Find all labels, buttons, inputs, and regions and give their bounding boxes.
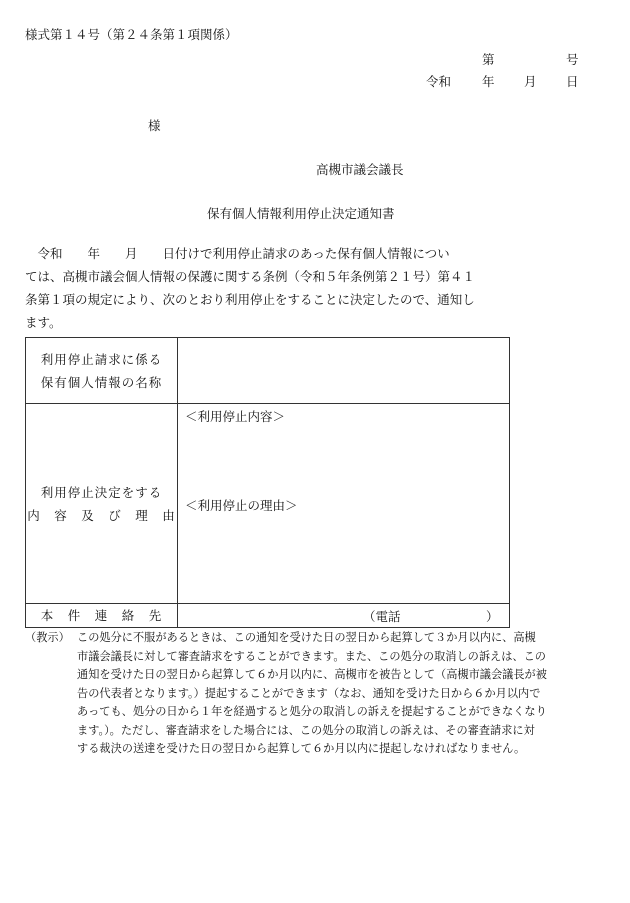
date-day: 日 (566, 74, 579, 89)
table-row (26, 338, 510, 404)
phone-close: ） (486, 609, 499, 624)
label-line: 内 容 及 び 理 由 (27, 507, 176, 523)
notice-text (77, 629, 597, 759)
label-line: 利用停止決定をする (40, 484, 163, 500)
addressee-honorific: 様 (148, 118, 161, 133)
decision-content-label (26, 404, 178, 604)
label-line: 保有個人情報の名称 (40, 374, 163, 390)
info-name-label (26, 338, 178, 404)
date-era: 令和 (426, 74, 452, 89)
notice-line: 通知を受けた日の翌日から起算して６か月以内に、高槻市を被告として（高槻市議会議長が被 (77, 668, 547, 681)
date-year: 年 (482, 74, 495, 89)
label-line: 利用停止請求に係る (40, 351, 163, 367)
table-row (26, 404, 510, 604)
decision-content-value[interactable] (178, 404, 510, 604)
body-line: ます。 (25, 315, 62, 330)
document-title: 保有個人情報利用停止決定通知書 (207, 206, 395, 221)
body-line: 令和 年 月 日付けで利用停止請求のあった保有個人情報につい (25, 246, 450, 261)
form-number: 様式第１４号（第２４条第１項関係） (25, 27, 238, 42)
doc-number-suffix: 号 (566, 52, 579, 67)
body-paragraph (25, 242, 515, 334)
date-month: 月 (524, 74, 537, 89)
decision-table (25, 337, 510, 628)
notice-line: この処分に不服があるときは、この通知を受けた日の翌日から起算して３か月以内に、高槻 (77, 631, 536, 644)
doc-number-prefix: 第 (482, 52, 495, 67)
notice-line: ます。）。ただし、審査請求をした場合には、この処分の取消しの訴えは、その審査請求に対 (77, 723, 535, 737)
contact-label: 本 件 連 絡 先 (26, 604, 178, 628)
table-row (26, 604, 510, 628)
contact-value[interactable] (178, 604, 510, 628)
notice-line: 告の代表者となります。）提起することができます（なお、通知を受けた日から６か月以内で (77, 686, 541, 700)
body-line: ては、高槻市議会個人情報の保護に関する条例（令和５年条例第２１号）第４１ (25, 269, 476, 284)
sender-name: 高槻市議会議長 (316, 162, 404, 177)
stop-content-heading: ＜利用停止内容＞ (185, 409, 286, 424)
stop-reason-heading: ＜利用停止の理由＞ (185, 498, 298, 513)
body-line: 条第１項の規定により、次のとおり利用停止をすることに決定したので、通知し (25, 292, 475, 307)
phone-open: （電話 (363, 609, 401, 624)
notice-line: する裁決の送達を受けた日の翌日から起算して６か月以内に提起しなければなりません。 (77, 742, 526, 755)
notice-label: （教示） (25, 631, 70, 644)
notice-line: あっても、処分の日から１年を経過すると処分の取消しの訴えを提起することができなくなり (77, 705, 547, 718)
info-name-value[interactable] (178, 338, 510, 404)
notice-line: 市議会議長に対して審査請求をすることができます。また、この処分の取消しの訴えは、この (77, 649, 546, 663)
